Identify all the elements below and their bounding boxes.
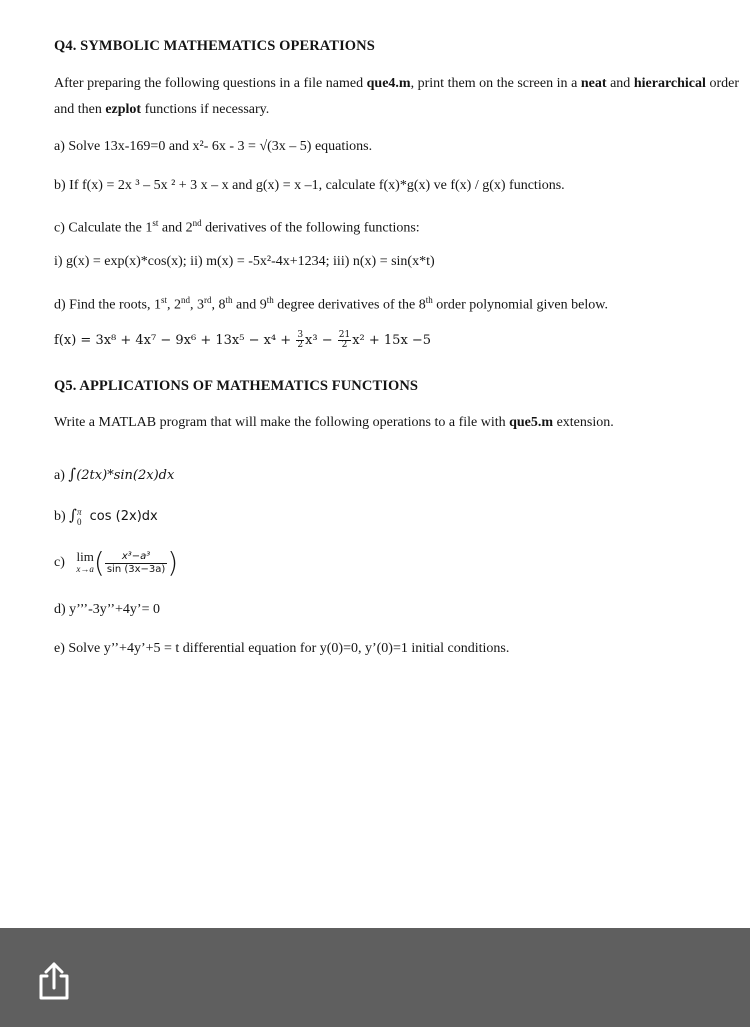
q4-c-sup-2: nd bbox=[192, 218, 202, 228]
integral-lower-limit: 0 bbox=[77, 516, 82, 527]
q4-c-text-3: derivatives of the following functions: bbox=[201, 220, 420, 236]
q4-neat-word: neat bbox=[580, 76, 607, 91]
q4-polynomial bbox=[54, 331, 431, 350]
q4-d-text-6: degree derivatives of the 8 bbox=[273, 297, 426, 313]
integral-upper-limit: π bbox=[77, 506, 82, 517]
poly-part-2: x³ − bbox=[305, 333, 337, 348]
q4-d-sup-4: th bbox=[225, 295, 233, 305]
limit-denominator: sin (3x−3a) bbox=[106, 563, 166, 575]
q5-item-d: d) y’’’-3y’’+4y’= 0 bbox=[54, 602, 160, 617]
right-paren: ) bbox=[167, 546, 179, 579]
poly-fraction-1 bbox=[296, 331, 304, 350]
q4-item-d bbox=[54, 291, 608, 315]
q5-item-b bbox=[54, 506, 158, 527]
q5-item-a bbox=[54, 465, 174, 485]
q4-ezplot-word: ezplot bbox=[105, 102, 142, 117]
q4-d-sup-5: th bbox=[266, 295, 274, 305]
q4-d-text-3: , 3 bbox=[189, 297, 204, 313]
q4-intro-text-1: After preparing the following questions in a file named bbox=[54, 76, 367, 91]
q5-c-label: c) bbox=[54, 555, 69, 570]
q4-intro-text-2: , print them on the screen in a bbox=[410, 76, 581, 91]
q5-b-expression: cos (2x)dx bbox=[85, 509, 158, 524]
q4-and-word: and bbox=[606, 76, 634, 91]
q4-file-name: que4.m bbox=[366, 76, 411, 91]
limit-word: lim bbox=[76, 549, 94, 564]
q5-item-c bbox=[54, 548, 178, 578]
poly-part-3: x² + 15x −5 bbox=[352, 333, 432, 348]
q5-intro bbox=[54, 414, 614, 432]
integral-sign: ∫ bbox=[68, 465, 77, 483]
q4-d-sup-3: rd bbox=[203, 295, 212, 305]
limit-numerator: x³−a³ bbox=[105, 551, 167, 564]
integral-limits bbox=[77, 507, 82, 527]
q5-file-name: que5.m bbox=[509, 415, 554, 430]
q4-intro-text-3: order and then bbox=[54, 76, 739, 117]
share-icon bbox=[34, 960, 74, 1002]
limit-subscript: x→a bbox=[76, 564, 94, 574]
q4-c-sup-1: st bbox=[152, 218, 159, 228]
q4-item-a: a) Solve 13x-169=0 and x²- 6x - 3 = √(3x – 5) equations. bbox=[54, 139, 373, 154]
poly-fraction-2-num: 21 bbox=[338, 330, 351, 340]
q4-d-text-7: order polynomial given below. bbox=[432, 297, 608, 313]
q5-item-e: e) Solve y’’+4y’+5 = t differential equation for y(0)=0, y’(0)=1 initial conditions. bbox=[54, 641, 510, 656]
q5-heading: Q5. APPLICATIONS OF MATHEMATICS FUNCTIONS bbox=[54, 378, 419, 394]
q4-c-text-1: c) Calculate the 1 bbox=[54, 220, 153, 236]
bottom-toolbar bbox=[0, 928, 750, 1027]
q4-c-text-2: and 2 bbox=[158, 220, 193, 236]
left-paren: ( bbox=[93, 546, 105, 579]
limit-operator bbox=[76, 551, 94, 575]
q4-intro-text-4: functions if necessary. bbox=[141, 102, 270, 117]
q4-item-c-functions: i) g(x) = exp(x)*cos(x); ii) m(x) = -5x²-4x+1234; iii) n(x) = sin(x*t) bbox=[54, 254, 435, 269]
q4-item-b: b) If f(x) = 2x ³ – 5x ² + 3 x – x and g(x) = x –1, calculate f(x)*g(x) ve f(x) / g(x) functions. bbox=[54, 178, 565, 193]
poly-fraction-1-den: 2 bbox=[297, 340, 304, 350]
q5-a-expression: (2tx)*sin(2x)dx bbox=[76, 468, 175, 483]
q5-b-label: b) bbox=[54, 509, 70, 524]
q4-heading: Q4. SYMBOLIC MATHEMATICS OPERATIONS bbox=[54, 38, 375, 54]
q5-intro-text-2: extension. bbox=[553, 415, 614, 430]
q4-d-sup-1: st bbox=[160, 295, 167, 305]
poly-fraction-2 bbox=[338, 331, 351, 350]
q4-d-sup-6: th bbox=[425, 295, 433, 305]
q4-d-text-5: and 9 bbox=[232, 297, 267, 313]
poly-fraction-1-num: 3 bbox=[297, 330, 304, 340]
poly-part-1: f(x) = 3x⁸ + 4x⁷ − 9x⁶ + 13x⁵ − x⁴ + bbox=[54, 333, 296, 348]
definite-integral-sign: ∫ bbox=[69, 506, 77, 524]
limit-fraction bbox=[105, 551, 167, 576]
q4-hierarchical-word: hierarchical bbox=[633, 76, 706, 91]
q4-d-sup-2: nd bbox=[180, 295, 190, 305]
poly-fraction-2-den: 2 bbox=[341, 340, 348, 350]
q5-intro-text-1: Write a MATLAB program that will make the following operations to a file with bbox=[54, 415, 510, 430]
q4-item-c bbox=[54, 214, 420, 238]
q4-intro bbox=[54, 71, 739, 123]
q4-d-text-4: , 8 bbox=[211, 297, 226, 313]
share-button[interactable] bbox=[34, 960, 74, 1002]
q5-a-label: a) bbox=[54, 468, 69, 483]
q4-d-text-2: , 2 bbox=[166, 297, 181, 313]
q4-d-text-1: d) Find the roots, 1 bbox=[54, 297, 161, 313]
